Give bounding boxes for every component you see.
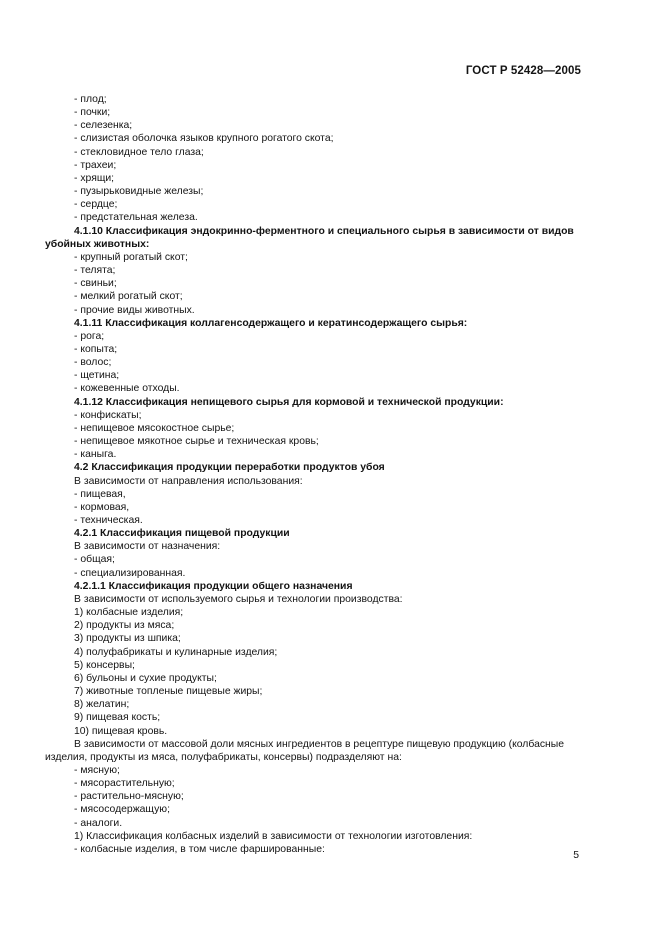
text-line: - хрящи; xyxy=(74,172,115,184)
text-line: - сердце; xyxy=(74,199,118,211)
text-line: - щетина; xyxy=(74,370,120,382)
section-heading: 4.1.10 Классификация эндокринно-ферментного и специального сырья в зависимости от видов убойных животных: xyxy=(45,225,574,250)
text-line: - каныга. xyxy=(74,449,117,461)
text-line: 10) пищевая кровь. xyxy=(74,725,168,737)
section-heading: 4.2 Классификация продукции переработки продуктов убоя xyxy=(74,462,385,474)
text-line: - растительно-мясную; xyxy=(74,791,184,803)
text-line: - непищевое мякотное сырье и техническая кровь; xyxy=(74,436,319,448)
standard-header: ГОСТ Р 52428—2005 xyxy=(465,65,581,77)
document-body xyxy=(45,93,585,856)
text-line: - почки; xyxy=(74,107,111,119)
text-line: 1) Классификация колбасных изделий в зависимости от технологии изготовления: xyxy=(74,830,473,842)
text-line: - стекловидное тело глаза; xyxy=(74,146,204,158)
text-line: - непищевое мясокостное сырье; xyxy=(74,422,235,434)
text-line: - прочие виды животных. xyxy=(74,304,195,316)
text-line: - трахеи; xyxy=(74,159,117,171)
page-number: 5 xyxy=(573,850,579,861)
text-line: 4) полуфабрикаты и кулинарные изделия; xyxy=(74,646,278,658)
text-line: 1) колбасные изделия; xyxy=(74,607,184,619)
section-heading: 4.1.11 Классификация коллагенсодержащего и кератинсодержащего сырья: xyxy=(74,317,468,329)
text-line: - мясосодержащую; xyxy=(74,804,170,816)
text-line: - техническая. xyxy=(74,515,143,526)
text-line: 9) пищевая кость; xyxy=(74,712,161,724)
text-line: - мелкий рогатый скот; xyxy=(74,291,183,303)
text-line: - общая; xyxy=(74,554,115,566)
text-line: 6) бульоны и сухие продукты; xyxy=(74,672,217,684)
text-line: - мясную; xyxy=(74,764,120,776)
text-line: - кормовая, xyxy=(74,501,130,513)
text-line: - рога; xyxy=(74,330,105,342)
text-line: - селезенка; xyxy=(74,120,133,132)
text-line: 2) продукты из мяса; xyxy=(74,620,175,632)
text-line: - плод; xyxy=(74,94,107,105)
section-heading: 4.2.1 Классификация пищевой продукции xyxy=(74,528,290,540)
text-line: 8) желатин; xyxy=(74,699,130,711)
text-line: В зависимости от направления использования: xyxy=(74,475,303,487)
text-line: - мясорастительную; xyxy=(74,778,175,790)
text-line: - слизистая оболочка языков крупного рогатого скота; xyxy=(74,133,334,145)
text-line: - телята; xyxy=(74,265,116,277)
text-line: - конфискаты; xyxy=(74,409,142,421)
text-line: В зависимости от назначения: xyxy=(74,541,221,553)
text-line: - свиньи; xyxy=(74,278,117,290)
text-line: - пищевая, xyxy=(74,488,126,500)
text-line: 7) животные топленые пищевые жиры; xyxy=(74,686,263,698)
text-line: - волос; xyxy=(74,357,112,369)
section-heading: 4.1.12 Классификация непищевого сырья для кормовой и технической продукции: xyxy=(74,396,504,408)
text-line: - крупный рогатый скот; xyxy=(74,251,188,263)
text-line: 3) продукты из шпика; xyxy=(74,633,181,645)
text-line: - колбасные изделия, в том числе фаршированные: xyxy=(74,843,325,855)
text-line: - аналоги. xyxy=(74,817,123,829)
text-line: - специализированная. xyxy=(74,567,186,579)
section-heading: 4.2.1.1 Классификация продукции общего назначения xyxy=(74,580,353,592)
text-line: - кожевенные отходы. xyxy=(74,383,180,395)
text-line: - предстательная железа. xyxy=(74,212,198,224)
text-line: В зависимости от используемого сырья и технологии производства: xyxy=(74,593,403,605)
text-line: 5) консервы; xyxy=(74,659,135,671)
text-line: В зависимости от массовой доли мясных ингредиентов в рецептуре пищевую продукцию (колбасные изделия, продукты из мяса, полуфабрикаты, консервы) подразделяют на: xyxy=(45,738,565,763)
text-line: - копыта; xyxy=(74,343,118,355)
text-line: - пузырьковидные железы; xyxy=(74,186,204,198)
